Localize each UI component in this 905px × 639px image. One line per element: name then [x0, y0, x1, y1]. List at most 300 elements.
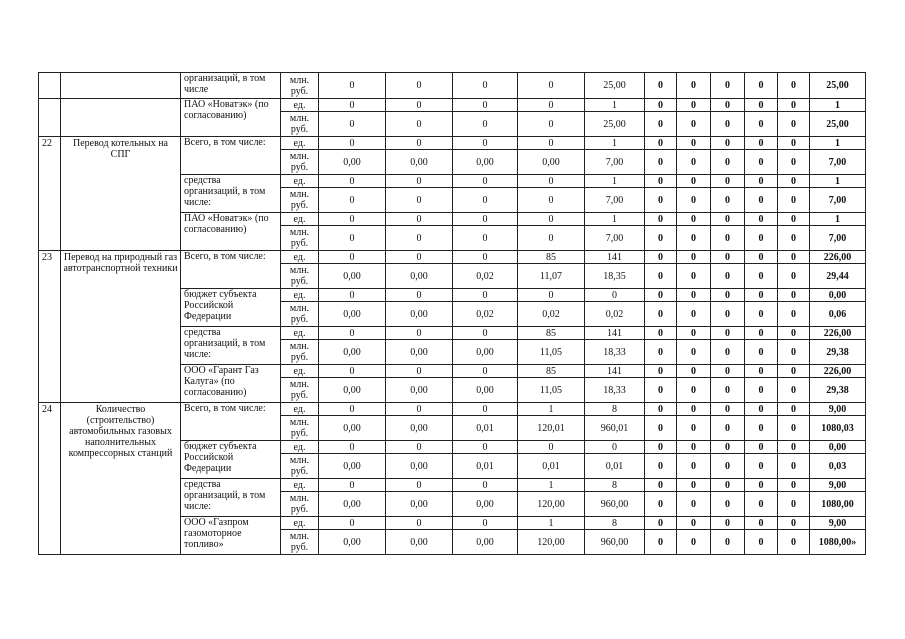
value-cell: 0,00: [386, 378, 453, 403]
total-cell: 1: [810, 175, 866, 188]
value-cell: 0: [645, 479, 677, 492]
value-cell: 8: [585, 403, 645, 416]
value-cell: 0: [711, 150, 745, 175]
total-cell: 226,00: [810, 365, 866, 378]
value-cell: 0: [518, 175, 585, 188]
unit-cell: млн. руб.: [281, 188, 319, 213]
value-cell: 0: [645, 99, 677, 112]
value-cell: 0,00: [386, 340, 453, 365]
value-cell: 0: [386, 188, 453, 213]
row-number-cell: 24: [39, 403, 61, 555]
funding-source-cell: ПАО «Новатэк» (по согласованию): [181, 213, 281, 251]
value-cell: 0,00: [386, 416, 453, 441]
total-cell: 25,00: [810, 112, 866, 137]
value-cell: 0: [778, 340, 810, 365]
value-cell: 0: [677, 517, 711, 530]
value-cell: 0: [386, 99, 453, 112]
value-cell: 0: [711, 226, 745, 251]
value-cell: 0: [677, 454, 711, 479]
value-cell: 0: [677, 226, 711, 251]
value-cell: 0: [453, 403, 518, 416]
value-cell: 0: [677, 73, 711, 99]
value-cell: 0: [386, 479, 453, 492]
value-cell: 0: [745, 492, 778, 517]
total-cell: 7,00: [810, 188, 866, 213]
value-cell: 0: [645, 188, 677, 213]
unit-cell: млн. руб.: [281, 340, 319, 365]
value-cell: 0: [645, 73, 677, 99]
value-cell: 0: [778, 213, 810, 226]
value-cell: 8: [585, 517, 645, 530]
table-row: [39, 137, 866, 150]
total-cell: 226,00: [810, 327, 866, 340]
unit-cell: ед.: [281, 327, 319, 340]
value-cell: 0: [778, 403, 810, 416]
value-cell: 0: [711, 365, 745, 378]
value-cell: 0: [778, 492, 810, 517]
value-cell: 0,00: [319, 150, 386, 175]
value-cell: 0: [319, 73, 386, 99]
value-cell: 0: [745, 365, 778, 378]
value-cell: 0: [778, 378, 810, 403]
value-cell: 0: [645, 530, 677, 555]
value-cell: 11,05: [518, 378, 585, 403]
unit-cell: ед.: [281, 137, 319, 150]
value-cell: 0: [386, 327, 453, 340]
value-cell: 0: [319, 289, 386, 302]
unit-cell: ед.: [281, 403, 319, 416]
value-cell: 0: [677, 251, 711, 264]
value-cell: 0,00: [453, 340, 518, 365]
value-cell: 0: [677, 302, 711, 327]
value-cell: 0: [778, 479, 810, 492]
unit-cell: ед.: [281, 479, 319, 492]
value-cell: 1: [585, 175, 645, 188]
value-cell: 0: [645, 112, 677, 137]
value-cell: 0: [319, 251, 386, 264]
value-cell: 0: [645, 340, 677, 365]
total-cell: 1080,00»: [810, 530, 866, 555]
value-cell: 0: [711, 517, 745, 530]
value-cell: 0: [745, 302, 778, 327]
value-cell: 0,01: [518, 454, 585, 479]
value-cell: 0: [645, 137, 677, 150]
value-cell: 0: [677, 416, 711, 441]
value-cell: 0: [677, 530, 711, 555]
value-cell: 0,00: [319, 378, 386, 403]
value-cell: 0: [711, 302, 745, 327]
value-cell: 0: [645, 150, 677, 175]
unit-cell: млн. руб.: [281, 150, 319, 175]
total-cell: 29,38: [810, 340, 866, 365]
total-cell: 9,00: [810, 517, 866, 530]
value-cell: 0: [745, 251, 778, 264]
funding-source-cell: организаций, в том числе: [181, 73, 281, 99]
total-cell: 226,00: [810, 251, 866, 264]
value-cell: 0: [453, 112, 518, 137]
unit-cell: ед.: [281, 365, 319, 378]
value-cell: 120,00: [518, 492, 585, 517]
value-cell: 0,00: [453, 150, 518, 175]
value-cell: 0: [677, 289, 711, 302]
value-cell: 0: [585, 289, 645, 302]
value-cell: 0: [386, 365, 453, 378]
value-cell: 0: [711, 289, 745, 302]
value-cell: 0: [645, 517, 677, 530]
value-cell: 0: [386, 289, 453, 302]
value-cell: 0: [711, 188, 745, 213]
value-cell: 0: [677, 188, 711, 213]
value-cell: 0: [585, 441, 645, 454]
value-cell: 0: [778, 454, 810, 479]
value-cell: 0: [677, 340, 711, 365]
value-cell: 1: [585, 137, 645, 150]
value-cell: 0: [677, 479, 711, 492]
value-cell: 0: [745, 99, 778, 112]
value-cell: 0: [778, 226, 810, 251]
value-cell: 0: [319, 365, 386, 378]
value-cell: 0,00: [386, 150, 453, 175]
value-cell: 0: [453, 188, 518, 213]
value-cell: 0: [745, 188, 778, 213]
value-cell: 7,00: [585, 226, 645, 251]
value-cell: 0: [453, 226, 518, 251]
value-cell: 0: [778, 327, 810, 340]
value-cell: 0: [745, 112, 778, 137]
value-cell: 0: [319, 403, 386, 416]
value-cell: 0: [319, 226, 386, 251]
value-cell: 0: [453, 441, 518, 454]
value-cell: 0: [386, 226, 453, 251]
value-cell: 0,02: [585, 302, 645, 327]
value-cell: 0: [711, 479, 745, 492]
total-cell: 9,00: [810, 403, 866, 416]
value-cell: 18,33: [585, 340, 645, 365]
value-cell: 0: [645, 403, 677, 416]
value-cell: 0: [778, 112, 810, 137]
value-cell: 0: [711, 441, 745, 454]
value-cell: 1: [518, 403, 585, 416]
value-cell: 0: [319, 327, 386, 340]
value-cell: 0: [386, 441, 453, 454]
total-cell: 29,38: [810, 378, 866, 403]
value-cell: 0: [677, 137, 711, 150]
unit-cell: млн. руб.: [281, 492, 319, 517]
value-cell: 0: [386, 517, 453, 530]
value-cell: 0: [645, 175, 677, 188]
total-cell: 1080,03: [810, 416, 866, 441]
unit-cell: ед.: [281, 175, 319, 188]
value-cell: 0: [677, 492, 711, 517]
value-cell: 0: [677, 264, 711, 289]
value-cell: 18,35: [585, 264, 645, 289]
total-cell: 9,00: [810, 479, 866, 492]
total-cell: 7,00: [810, 150, 866, 175]
value-cell: 0: [711, 378, 745, 403]
value-cell: 0: [518, 99, 585, 112]
value-cell: 0: [778, 302, 810, 327]
value-cell: 0: [518, 112, 585, 137]
value-cell: 1: [518, 479, 585, 492]
value-cell: 1: [585, 213, 645, 226]
value-cell: 0: [386, 403, 453, 416]
value-cell: 1: [518, 517, 585, 530]
total-cell: 29,44: [810, 264, 866, 289]
value-cell: 1: [585, 99, 645, 112]
unit-cell: ед.: [281, 517, 319, 530]
total-cell: 1: [810, 99, 866, 112]
value-cell: 0: [778, 517, 810, 530]
row-number-cell: 22: [39, 137, 61, 251]
value-cell: 0: [745, 378, 778, 403]
value-cell: 0: [645, 226, 677, 251]
funding-source-cell: бюджет субъекта Российской Федерации: [181, 289, 281, 327]
value-cell: 0,01: [453, 416, 518, 441]
unit-cell: млн. руб.: [281, 454, 319, 479]
total-cell: 0,00: [810, 289, 866, 302]
value-cell: 11,07: [518, 264, 585, 289]
unit-cell: ед.: [281, 99, 319, 112]
value-cell: 0,02: [518, 302, 585, 327]
value-cell: 0: [453, 251, 518, 264]
value-cell: 0: [711, 530, 745, 555]
value-cell: 11,05: [518, 340, 585, 365]
value-cell: 0,00: [386, 264, 453, 289]
total-cell: 1: [810, 213, 866, 226]
value-cell: 0,00: [319, 492, 386, 517]
value-cell: 0,00: [386, 454, 453, 479]
value-cell: 0,00: [319, 264, 386, 289]
value-cell: 960,00: [585, 492, 645, 517]
funding-source-cell: ООО «Газпром газомоторное топливо»: [181, 517, 281, 555]
value-cell: 0: [677, 403, 711, 416]
value-cell: 0: [453, 479, 518, 492]
value-cell: 0: [645, 454, 677, 479]
value-cell: 0: [453, 99, 518, 112]
value-cell: 120,00: [518, 530, 585, 555]
value-cell: 0: [745, 441, 778, 454]
value-cell: 0: [645, 264, 677, 289]
value-cell: 0: [778, 137, 810, 150]
funding-source-cell: бюджет субъекта Российской Федерации: [181, 441, 281, 479]
value-cell: 0: [453, 213, 518, 226]
value-cell: 0: [745, 213, 778, 226]
unit-cell: млн. руб.: [281, 226, 319, 251]
funding-source-cell: ПАО «Новатэк» (по согласованию): [181, 99, 281, 137]
value-cell: 0: [453, 327, 518, 340]
value-cell: 0: [386, 137, 453, 150]
measure-name-cell: Перевод котельных на СПГ: [61, 137, 181, 251]
value-cell: 0: [778, 289, 810, 302]
value-cell: 0: [778, 73, 810, 99]
value-cell: 0,02: [453, 264, 518, 289]
value-cell: 0: [778, 264, 810, 289]
value-cell: 0: [645, 289, 677, 302]
value-cell: 0: [518, 188, 585, 213]
value-cell: 0: [745, 340, 778, 365]
row-number-cell: [39, 99, 61, 137]
value-cell: 960,00: [585, 530, 645, 555]
value-cell: 0: [677, 441, 711, 454]
funding-source-cell: Всего, в том числе:: [181, 251, 281, 289]
value-cell: 0: [319, 213, 386, 226]
value-cell: 0: [778, 530, 810, 555]
value-cell: 0: [778, 416, 810, 441]
value-cell: 0: [711, 73, 745, 99]
value-cell: 0: [745, 517, 778, 530]
value-cell: 0: [778, 150, 810, 175]
value-cell: 0,00: [518, 150, 585, 175]
value-cell: 0: [711, 454, 745, 479]
value-cell: 0: [386, 213, 453, 226]
value-cell: 0,00: [386, 302, 453, 327]
value-cell: 0: [386, 251, 453, 264]
funding-source-cell: Всего, в том числе:: [181, 403, 281, 441]
value-cell: 0,00: [319, 530, 386, 555]
unit-cell: млн. руб.: [281, 264, 319, 289]
unit-cell: млн. руб.: [281, 530, 319, 555]
value-cell: 0: [319, 441, 386, 454]
value-cell: 25,00: [585, 73, 645, 99]
value-cell: 0: [453, 175, 518, 188]
value-cell: 0: [319, 517, 386, 530]
value-cell: 0: [518, 441, 585, 454]
measure-name-cell: Количество (строительство) автомобильных газовых наполнительных компрессорных станций: [61, 403, 181, 555]
value-cell: 0: [453, 137, 518, 150]
value-cell: 0: [518, 226, 585, 251]
value-cell: 0: [711, 175, 745, 188]
value-cell: 0: [386, 112, 453, 137]
funding-source-cell: средства организаций, в том числе:: [181, 479, 281, 517]
total-cell: 1080,00: [810, 492, 866, 517]
unit-cell: ед.: [281, 251, 319, 264]
value-cell: 0: [778, 175, 810, 188]
funding-source-cell: средства организаций, в том числе:: [181, 175, 281, 213]
value-cell: 0: [645, 327, 677, 340]
value-cell: 0,00: [319, 302, 386, 327]
value-cell: 0: [645, 441, 677, 454]
value-cell: 141: [585, 365, 645, 378]
unit-cell: млн. руб.: [281, 416, 319, 441]
value-cell: 0: [645, 302, 677, 327]
funding-source-cell: Всего, в том числе:: [181, 137, 281, 175]
total-cell: 7,00: [810, 226, 866, 251]
value-cell: 0: [319, 99, 386, 112]
value-cell: 0: [319, 188, 386, 213]
value-cell: 0: [711, 137, 745, 150]
value-cell: 0: [711, 327, 745, 340]
total-cell: 25,00: [810, 73, 866, 99]
value-cell: 0: [677, 112, 711, 137]
value-cell: 85: [518, 327, 585, 340]
table-row: [39, 99, 866, 112]
value-cell: 0: [745, 226, 778, 251]
value-cell: 85: [518, 251, 585, 264]
value-cell: 0: [711, 112, 745, 137]
value-cell: 0,00: [453, 492, 518, 517]
value-cell: 0: [745, 403, 778, 416]
value-cell: 0: [745, 289, 778, 302]
value-cell: 0: [745, 454, 778, 479]
value-cell: 0: [386, 175, 453, 188]
value-cell: 120,01: [518, 416, 585, 441]
value-cell: 0: [453, 517, 518, 530]
value-cell: 141: [585, 251, 645, 264]
value-cell: 0: [677, 365, 711, 378]
value-cell: 0: [518, 137, 585, 150]
value-cell: 0: [711, 492, 745, 517]
unit-cell: ед.: [281, 289, 319, 302]
value-cell: 0: [745, 264, 778, 289]
measure-name-cell: [61, 99, 181, 137]
unit-cell: ед.: [281, 213, 319, 226]
value-cell: 0: [677, 99, 711, 112]
measure-name-cell: [61, 73, 181, 99]
value-cell: 0,00: [386, 492, 453, 517]
value-cell: 0,00: [453, 530, 518, 555]
value-cell: 0: [645, 378, 677, 403]
row-number-cell: 23: [39, 251, 61, 403]
table-row: [39, 251, 866, 264]
value-cell: 0: [745, 479, 778, 492]
value-cell: 0,02: [453, 302, 518, 327]
value-cell: 0: [778, 188, 810, 213]
value-cell: 0: [645, 251, 677, 264]
value-cell: 0,00: [319, 454, 386, 479]
unit-cell: млн. руб.: [281, 302, 319, 327]
value-cell: 0: [745, 530, 778, 555]
value-cell: 0: [711, 99, 745, 112]
value-cell: 0: [518, 73, 585, 99]
value-cell: 0: [711, 213, 745, 226]
value-cell: 7,00: [585, 150, 645, 175]
value-cell: 0: [677, 213, 711, 226]
value-cell: 0: [711, 251, 745, 264]
table-row: [39, 73, 866, 99]
value-cell: 0: [453, 73, 518, 99]
value-cell: 0: [645, 365, 677, 378]
value-cell: 0: [319, 112, 386, 137]
value-cell: 0: [319, 175, 386, 188]
value-cell: 141: [585, 327, 645, 340]
value-cell: 7,00: [585, 188, 645, 213]
measure-name-cell: Перевод на природный газ автотранспортной техники: [61, 251, 181, 403]
value-cell: 0: [319, 479, 386, 492]
value-cell: 0,00: [319, 416, 386, 441]
value-cell: 0: [518, 213, 585, 226]
value-cell: 0: [745, 137, 778, 150]
value-cell: 0: [386, 73, 453, 99]
value-cell: 0: [745, 416, 778, 441]
value-cell: 85: [518, 365, 585, 378]
funding-source-cell: ООО «Гарант Газ Калуга» (по согласованию): [181, 365, 281, 403]
value-cell: 0: [711, 416, 745, 441]
value-cell: 0: [778, 365, 810, 378]
value-cell: 0: [677, 175, 711, 188]
unit-cell: ед.: [281, 441, 319, 454]
value-cell: 0: [745, 327, 778, 340]
unit-cell: млн. руб.: [281, 378, 319, 403]
value-cell: 8: [585, 479, 645, 492]
value-cell: 0,00: [319, 340, 386, 365]
value-cell: 0: [711, 340, 745, 365]
total-cell: 0,03: [810, 454, 866, 479]
value-cell: 25,00: [585, 112, 645, 137]
value-cell: 0: [645, 416, 677, 441]
row-number-cell: [39, 73, 61, 99]
value-cell: 960,01: [585, 416, 645, 441]
value-cell: 0: [778, 441, 810, 454]
